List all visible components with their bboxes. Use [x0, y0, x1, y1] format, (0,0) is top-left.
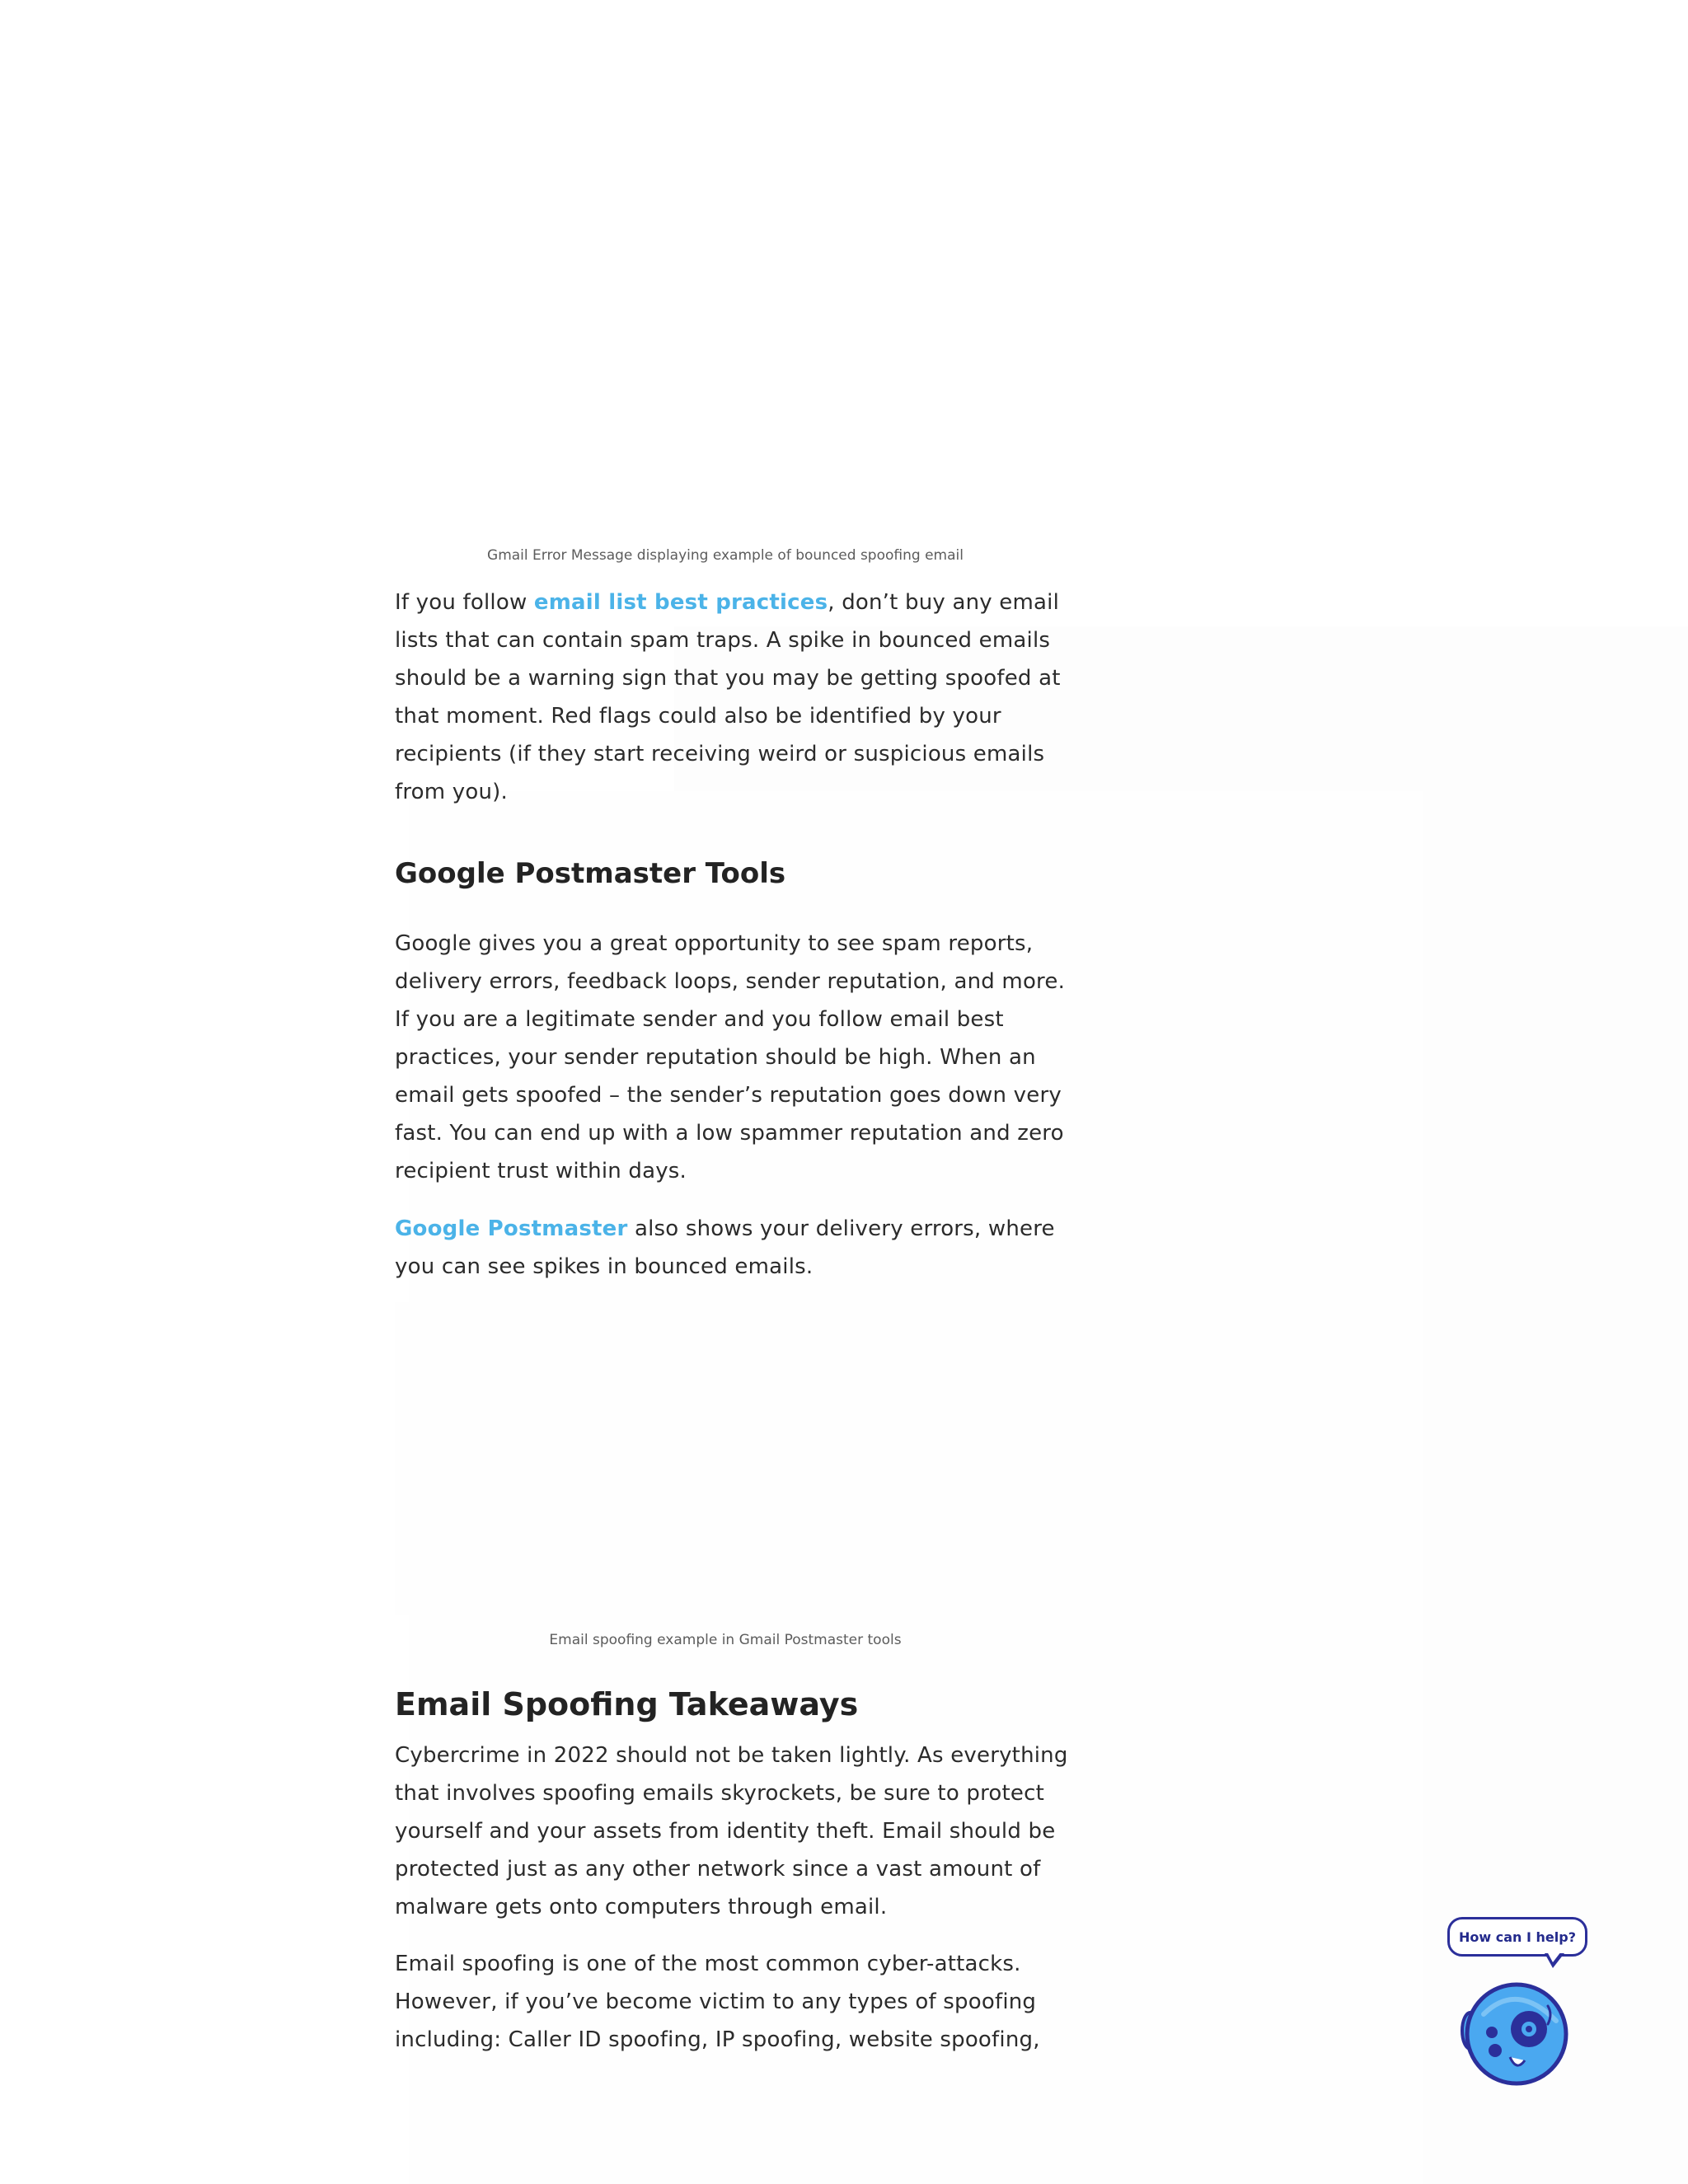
- email-list-best-practices-link[interactable]: email list best practices: [533, 590, 828, 615]
- paragraph-postmaster-errors: [395, 1210, 1071, 1286]
- paragraph-takeaways-2: Email spoofing is one of the most common cyber-attacks. However, if you’ve become victim to any types of spoofing including: Caller ID spoofing, IP spoofing, website spoofing,: [395, 1952, 1040, 2052]
- chat-bubble-tail-inner: [1547, 1952, 1561, 1962]
- figure-caption: Gmail Error Message displaying example of bounced spoofing email: [487, 547, 964, 564]
- figure-caption: Email spoofing example in Gmail Postmaster tools: [549, 1632, 902, 1648]
- figure-image-gmail-error: [395, 0, 1056, 536]
- google-postmaster-link[interactable]: Google Postmaster: [395, 1216, 628, 1241]
- section-heading-takeaways: Email Spoofing Takeaways: [395, 1686, 859, 1722]
- paragraph-text: also shows your delivery errors, where you can see spikes in bounced emails.: [395, 1216, 1055, 1279]
- section-heading-postmaster: Google Postmaster Tools: [395, 857, 786, 890]
- paragraph-takeaways-1: Cybercrime in 2022 should not be taken lightly. As everything that involves spoofing emails skyrockets, be sure to protect yourself and your assets from identity theft. Email should be protected just as any other network since a vast amount of malware gets onto computers through email.: [395, 1743, 1068, 1919]
- paragraph-text: , don’t buy any email lists that can contain spam traps. A spike in bounced emails should be a warning sign that you may be getting spoofed at that moment. Red flags could also be identified by your recipients (if they start receiving weird or suspicious emails from you).: [395, 590, 1061, 804]
- chat-widget[interactable]: [1447, 1917, 1596, 2090]
- paragraph-postmaster-intro: Google gives you a great opportunity to see spam reports, delivery errors, feedback loops, sender reputation, and more. If you are a legitimate sender and you follow email best practices, your sender reputation should be high. When an email gets spoofed – the sender’s reputation goes down very fast. You can end up with a low spammer reputation and zero recipient trust within days.: [395, 931, 1066, 1183]
- paragraph-text: If you follow: [395, 590, 534, 615]
- paragraph-bounced-emails: [395, 583, 1071, 811]
- chat-help-button[interactable]: How can I help?: [1447, 1917, 1587, 1957]
- figure-image-postmaster: [395, 1302, 1056, 1615]
- chatbot-avatar-svg: [1459, 1981, 1574, 2088]
- chatbot-avatar-icon[interactable]: [1459, 1981, 1574, 2088]
